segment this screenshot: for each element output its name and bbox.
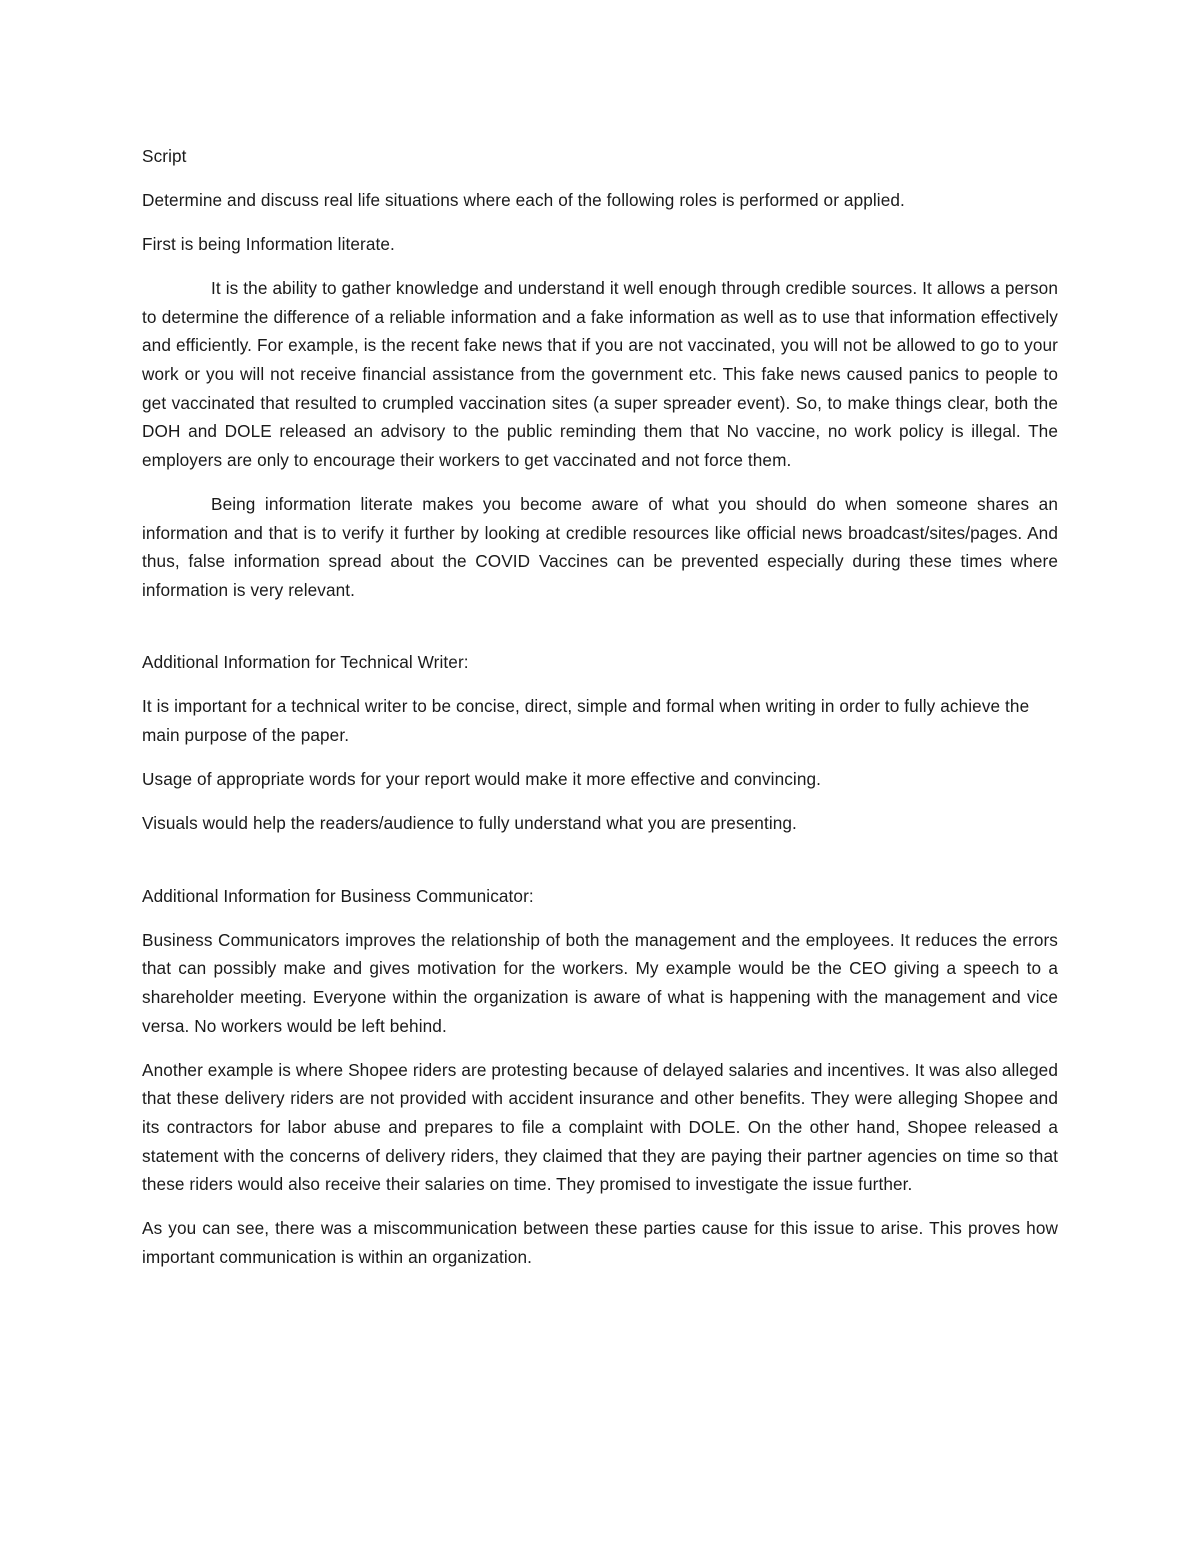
section-heading-technical-writer: Additional Information for Technical Writer: (142, 652, 469, 673)
paragraph-business-communicator-1: Business Communicators improves the relationship of both the management and the employees. It reduces the errors that can possibly make and gives motivation for the workers. My example would be the CEO giving a speech to a shareholder meeting. Everyone within the organization is aware of what is happening with the management and vice versa. No workers would be left behind. (142, 929, 1058, 1036)
section-heading-information-literate: First is being Information literate. (142, 234, 395, 255)
paragraph-technical-writer-2: Usage of appropriate words for your report would make it more effective and convincing. (142, 769, 822, 790)
assignment-prompt: Determine and discuss real life situations where each of the following roles is performed or applied. (142, 190, 905, 211)
paragraph-information-literate-2: Being information literate makes you become aware of what you should do when someone shares an information and that is to verify it further by looking at credible resources like official news broadcast/sites/pages. And thus, false information spread about the COVID Vaccines can be prevented especially during these times where information is very relevant. (142, 493, 1058, 600)
paragraph-technical-writer-3: Visuals would help the readers/audience to fully understand what you are presenting. (142, 813, 797, 834)
paragraph-technical-writer-1: It is important for a technical writer to be concise, direct, simple and formal when writing in order to fully achieve the main purpose of the paper. (142, 696, 1030, 745)
paragraph-information-literate-1: It is the ability to gather knowledge and understand it well enough through credible sources. It allows a person to determine the difference of a reliable information and a fake information as well as to use that information effectively and efficiently. For example, is the recent fake news that if you are not vaccinated, you will not be allowed to go to your work or you will not receive financial assistance from the government etc. This fake news caused panics to people to get vaccinated that resulted to crumpled vaccination sites (a super spreader event). So, to make things clear, both the DOH and DOLE released an advisory to the public reminding them that No vaccine, no work policy is illegal. The employers are only to encourage their workers to get vaccinated and not force them. (142, 278, 1058, 470)
document-title: Script (142, 146, 187, 166)
paragraph-business-communicator-2: Another example is where Shopee riders are protesting because of delayed salaries and incentives. It was also alleged that these delivery riders are not provided with accident insurance and other benefits. They were alleging Shopee and its contractors for labor abuse and prepares to file a complaint with DOLE. On the other hand, Shopee released a statement with the concerns of delivery riders, they claimed that they are paying their partner agencies on time so that these riders would also receive their salaries on time. They promised to investigate the issue further. (142, 1059, 1058, 1195)
document-body (142, 142, 1058, 1287)
paragraph-business-communicator-3: As you can see, there was a miscommunication between these parties cause for this issue to arise. This proves how important communication is within an organization. (142, 1218, 1058, 1267)
section-heading-business-communicator: Additional Information for Business Communicator: (142, 885, 534, 906)
